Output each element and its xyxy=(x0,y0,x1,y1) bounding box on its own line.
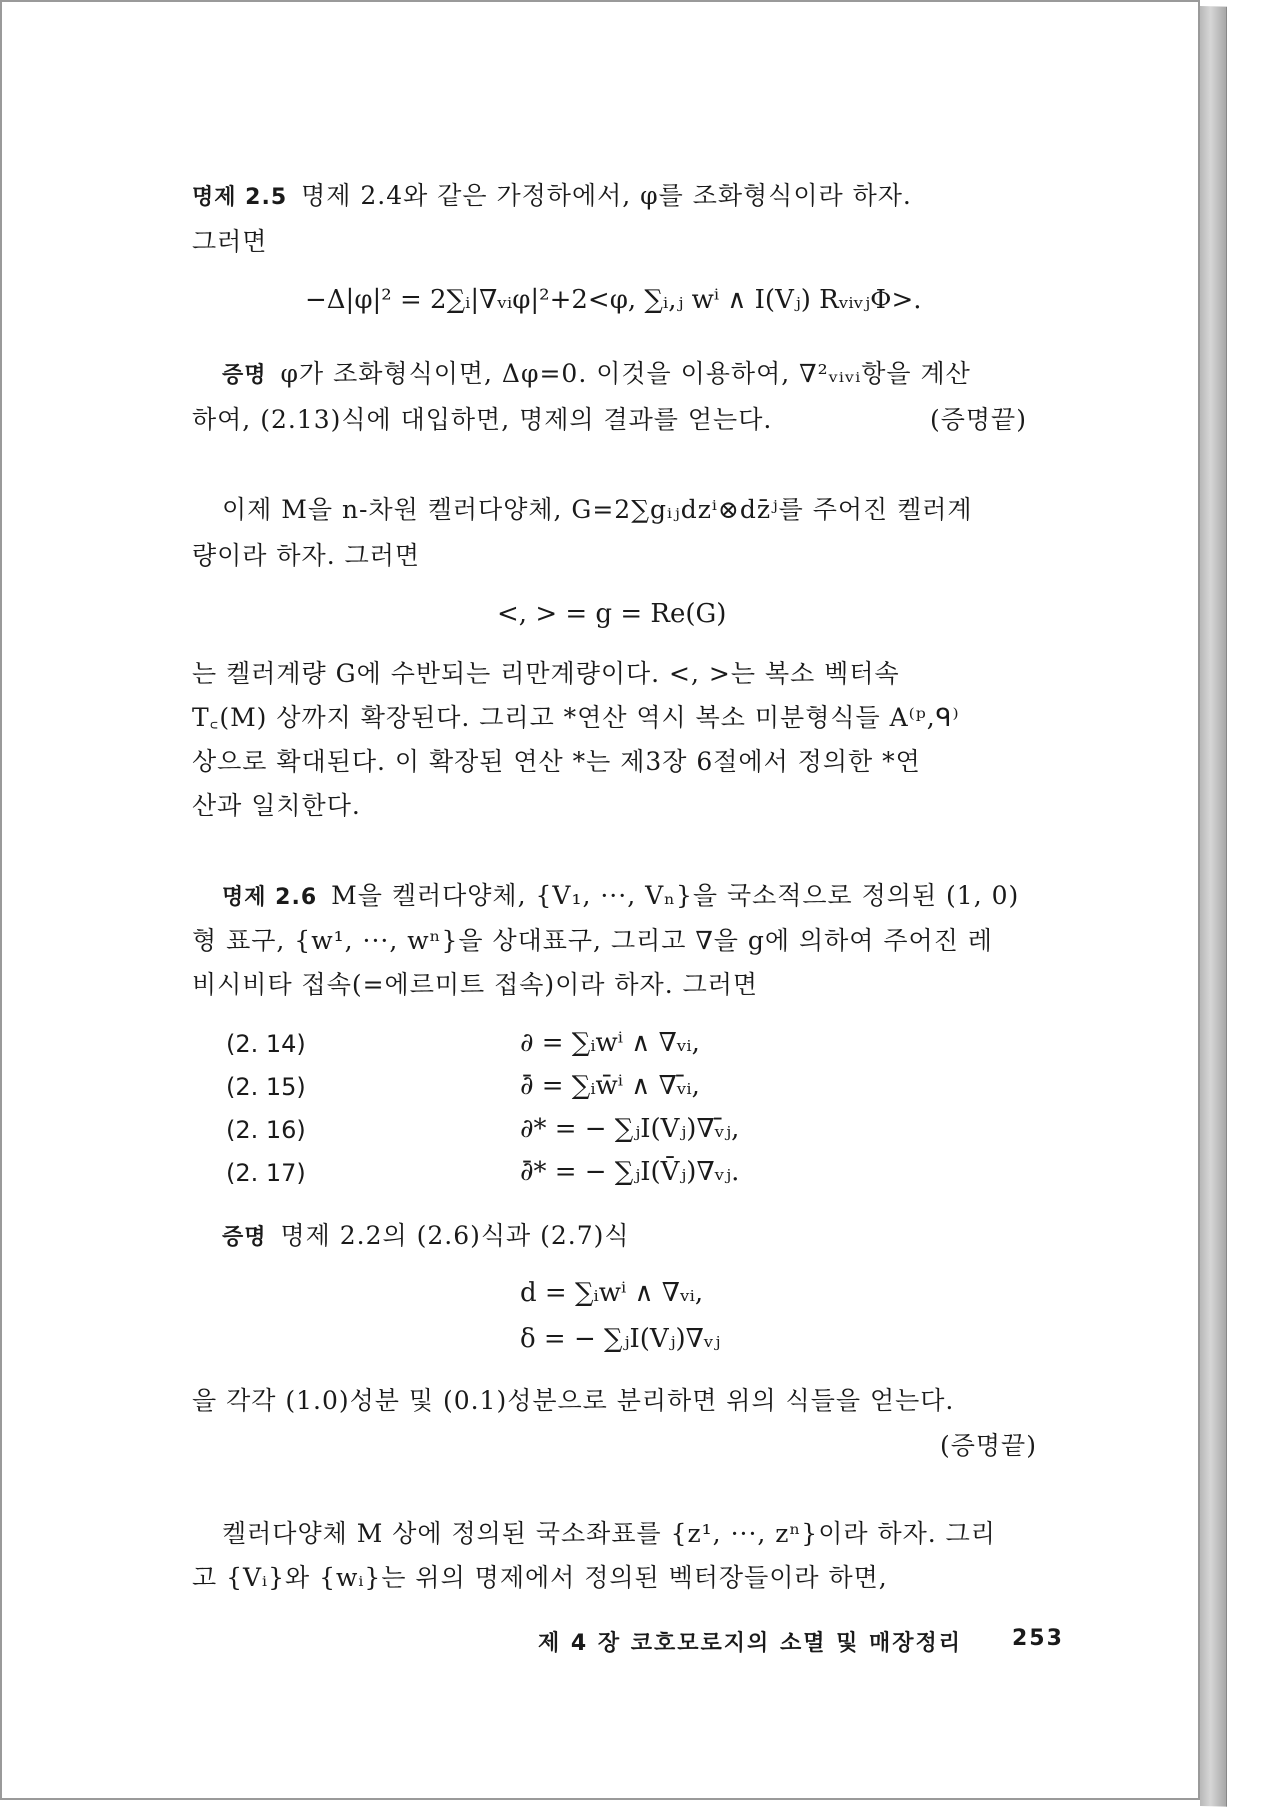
prop25-cont: 그러면 xyxy=(192,227,268,256)
para1-line2: 량이라 하자. 그러면 xyxy=(192,541,421,570)
proof26-eq1: d = ∑ᵢwⁱ ∧ ∇ᵥᵢ, xyxy=(520,1278,704,1308)
para1-equation: <, > = g = Re(G) xyxy=(497,599,727,629)
eq-label: (2. 14) xyxy=(226,1030,306,1058)
para2-line1: 는 켈러계량 G에 수반되는 리만계량이다. <, >는 복소 벡터속 xyxy=(192,659,900,688)
eq-label: (2. 17) xyxy=(226,1159,306,1187)
prop26-line3: 비시비타 접속(=에르미트 접속)이라 하자. 그러면 xyxy=(192,970,759,999)
prop26-text1: M을 켈러다양체, {V₁, ···, Vₙ}을 국소적으로 정의된 (1, 0) xyxy=(331,881,1020,910)
prop25-text: 명제 2.4와 같은 가정하에서, φ를 조화형식이라 하자. xyxy=(301,181,912,210)
prop26-line1 xyxy=(222,880,1019,914)
proof26-end: (증명끝) xyxy=(940,1431,1037,1460)
eq-label: (2. 16) xyxy=(226,1116,306,1144)
prop25-label: 명제 2.5 xyxy=(192,185,288,210)
proof25-end: (증명끝) xyxy=(930,405,1027,434)
proof26-label: 증명 xyxy=(222,1225,267,1250)
proof26-line1 xyxy=(222,1220,630,1254)
proof25-line1 xyxy=(222,358,971,392)
prop25-equation: −Δ|φ|² = 2∑ᵢ|∇ᵥᵢφ|²+2<φ, ∑ᵢ,ⱼ wⁱ ∧ I(Vⱼ) RᵥᵢᵥⱼΦ>. xyxy=(305,285,922,315)
para3-line2: 고 {Vᵢ}와 {wᵢ}는 위의 명제에서 정의된 벡터장들이라 하면, xyxy=(192,1563,888,1592)
eq-formula: ∂̄ = ∑ᵢw̄ⁱ ∧ ∇ᵥ̄ᵢ, xyxy=(520,1071,700,1101)
proof25-label: 증명 xyxy=(222,363,267,388)
proof26-eq2: δ = − ∑ⱼI(Vⱼ)∇ᵥⱼ xyxy=(520,1324,721,1354)
proof25-text1: φ가 조화형식이면, Δφ=0. 이것을 이용하여, ∇²ᵥᵢᵥᵢ항을 계산 xyxy=(280,359,971,388)
para1-line1: 이제 M을 n-차원 켈러다양체, G=2∑gᵢⱼdzⁱ⊗dz̄ʲ를 주어진 켈러계 xyxy=(222,495,973,524)
para2-line2: T꜀(M) 상까지 확장된다. 그리고 *연산 역시 복소 미분형식들 A⁽ᵖ,ᑫ⁾ xyxy=(192,703,960,732)
proof26-line2: 을 각각 (1.0)성분 및 (0.1)성분으로 분리하면 위의 식들을 얻는다. xyxy=(192,1386,955,1415)
proof25-line2: 하여, (2.13)식에 대입하면, 명제의 결과를 얻는다. xyxy=(192,405,773,434)
para2-line4: 산과 일치한다. xyxy=(192,791,361,820)
prop26-line2: 형 표구, {w¹, ···, wⁿ}을 상대표구, 그리고 ∇을 g에 의하여 주어진 레 xyxy=(192,926,993,955)
prop25-line xyxy=(192,180,912,214)
running-footer: 제 4 장 코호모로지의 소멸 및 매장정리 xyxy=(538,1631,963,1656)
page-number: 253 xyxy=(1012,1626,1064,1651)
para2-line3: 상으로 확대된다. 이 확장된 연산 *는 제3장 6절에서 정의한 *연 xyxy=(192,747,921,776)
page-edge-shadow xyxy=(1200,6,1227,1807)
eq-label: (2. 15) xyxy=(226,1073,306,1101)
eq-formula: ∂̄* = − ∑ⱼI(V̄ⱼ)∇ᵥⱼ. xyxy=(520,1157,740,1187)
eq-formula: ∂* = − ∑ⱼI(Vⱼ)∇ᵥ̄ⱼ, xyxy=(520,1114,740,1144)
eq-formula: ∂ = ∑ᵢwⁱ ∧ ∇ᵥᵢ, xyxy=(520,1028,700,1058)
para3-line1: 켈러다양체 M 상에 정의된 국소좌표를 {z¹, ···, zⁿ}이라 하자. 그리 xyxy=(222,1519,996,1548)
proof26-text1: 명제 2.2의 (2.6)식과 (2.7)식 xyxy=(280,1221,630,1250)
prop26-label: 명제 2.6 xyxy=(222,885,318,910)
